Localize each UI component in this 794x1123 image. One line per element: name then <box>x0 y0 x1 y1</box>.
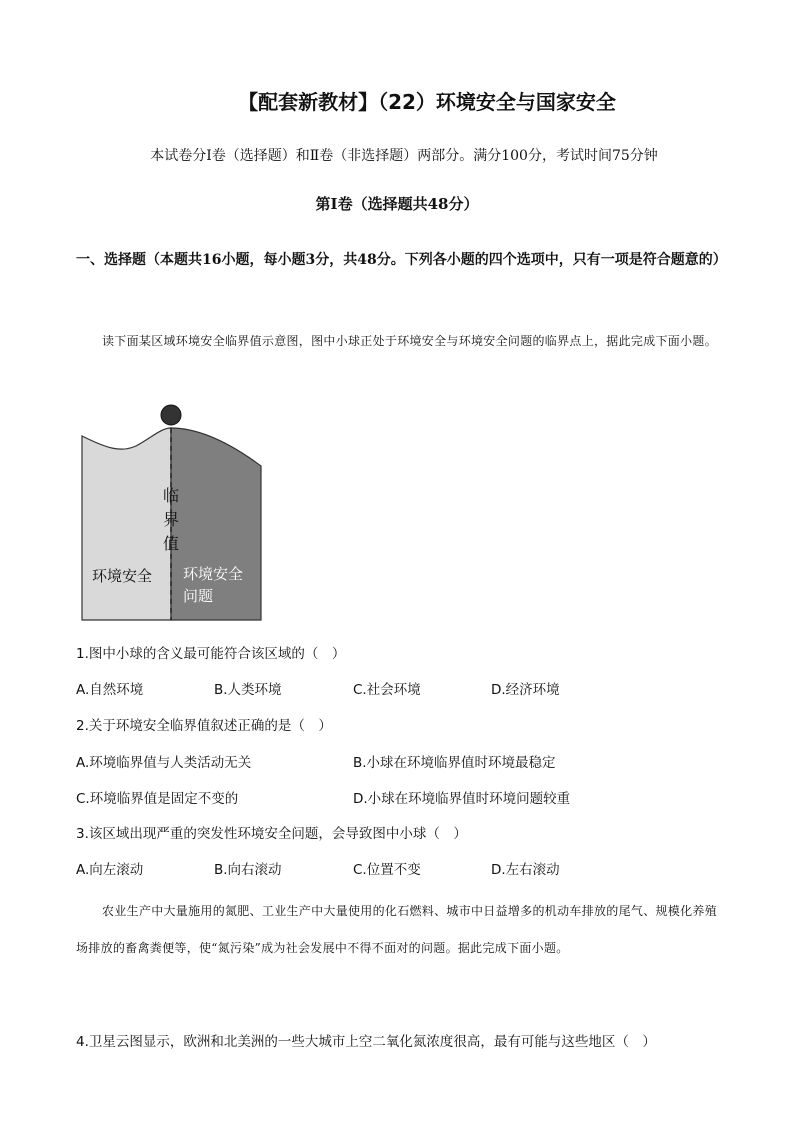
q1-option-d[interactable]: D.经济环境 <box>491 682 560 698</box>
section-heading: 一、选择题（本题共16小题，每小题3分，共48分。下列各小题的四个选项中，只有一项是符合题意的） <box>76 252 727 268</box>
critical-label-2: 界 <box>162 510 180 529</box>
exam-intro: 本试卷分Ⅰ卷（选择题）和Ⅱ卷（非选择题）两部分。满分100分，考试时间75分钟 <box>150 148 658 164</box>
q1-option-b[interactable]: B.人类环境 <box>214 682 282 698</box>
passage-1: 读下面某区域环境安全临界值示意图，图中小球正处于环境安全与环境安全问题的临界点上，据此完成下面小题。 <box>102 334 718 348</box>
q2-option-b[interactable]: B.小球在环境临界值时环境最稳定 <box>353 755 556 771</box>
q3-option-b[interactable]: B.向右滚动 <box>214 862 282 878</box>
q2-option-c[interactable]: C.环境临界值是固定不变的 <box>76 791 239 807</box>
critical-label-1: 临 <box>162 486 180 505</box>
question-1-stem: 1.图中小球的含义最可能符合该区域的（ ） <box>76 646 346 662</box>
problem-label-1: 环境安全 <box>183 565 244 583</box>
question-4-stem: 4.卫星云图显示，欧洲和北美洲的一些大城市上空二氧化氮浓度很高，最有可能与这些地区（ ） <box>76 1034 656 1050</box>
q3-option-a[interactable]: A.向左滚动 <box>76 862 144 878</box>
q3-option-d[interactable]: D.左右滚动 <box>491 862 560 878</box>
q1-option-c[interactable]: C.社会环境 <box>353 682 421 698</box>
q1-option-a[interactable]: A.自然环境 <box>76 682 144 698</box>
q2-option-d[interactable]: D.小球在环境临界值时环境问题较重 <box>353 791 571 807</box>
passage-2: 农业生产中大量施用的氮肥、工业生产中大量使用的化石燃料、城市中日益增多的机动车排放的尾气、规模化养殖场排放的畜禽粪便等，使“氮污染”成为社会发展中不得不面对的问题。据此完成下面小题。 <box>76 904 718 955</box>
question-3-stem: 3.该区域出现严重的突发性环境安全问题，会导致图中小球（ ） <box>76 826 467 842</box>
volume-heading: 第Ⅰ卷（选择题共48分） <box>315 195 479 213</box>
critical-label-3: 值 <box>162 534 180 553</box>
q3-option-c[interactable]: C.位置不变 <box>353 862 421 878</box>
ball <box>161 405 181 425</box>
page-title: 【配套新教材】（22）环境安全与国家安全 <box>238 90 616 114</box>
environment-safe-region <box>82 428 171 620</box>
question-2-stem: 2.关于环境安全临界值叙述正确的是（ ） <box>76 718 332 734</box>
q2-option-a[interactable]: A.环境临界值与人类活动无关 <box>76 755 252 771</box>
safe-label: 环境安全 <box>92 567 153 585</box>
critical-value-diagram <box>76 400 266 625</box>
problem-label-2: 问题 <box>183 587 214 605</box>
